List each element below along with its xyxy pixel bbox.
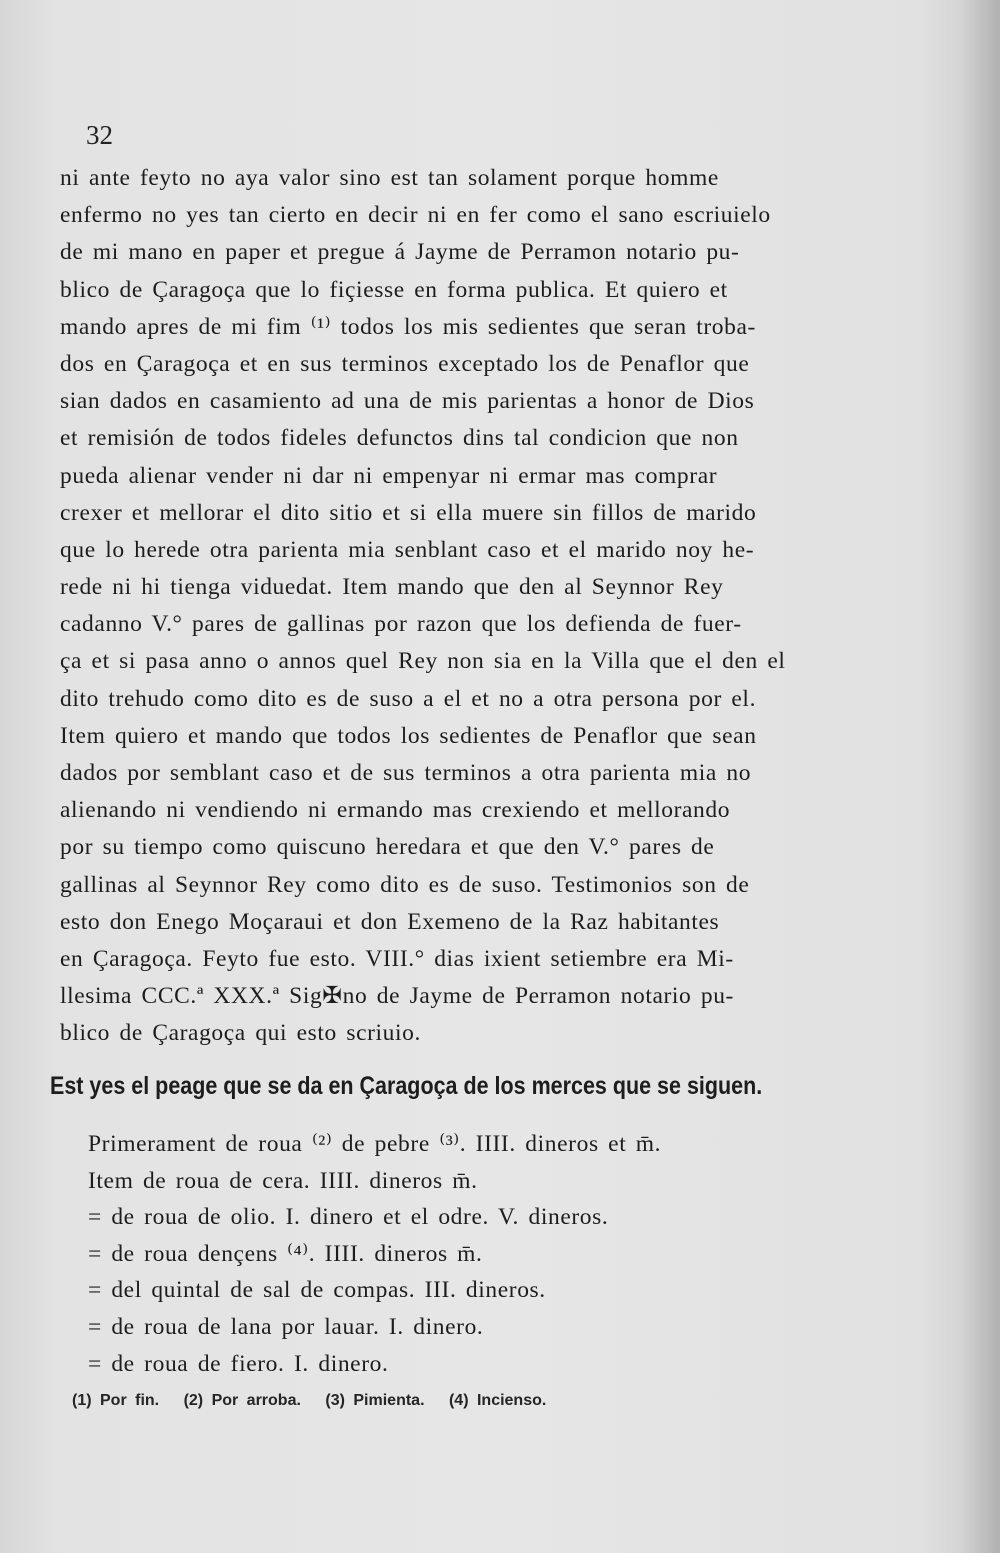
page-edge-shadow (960, 0, 1000, 1553)
text-line: blico de Çaragoça qui esto scriuio. (60, 1020, 421, 1047)
list-item: = de roua de lana por lauar. I. dinero. (88, 1313, 484, 1340)
section-heading: Est yes el peage que se da en Çaragoça de los merces que se siguen. (50, 1072, 763, 1100)
list-item: = de roua de fiero. I. dinero. (88, 1350, 389, 1377)
footnote: (1) Por fin. (72, 1392, 160, 1409)
text-line: esto don Enego Moçaraui et don Exemeno de la Raz habitantes (60, 908, 720, 935)
toll-list (88, 1126, 848, 1382)
text-line: crexer et mellorar el dito sitio et si ella muere sin fillos de marido (60, 499, 757, 526)
text-line: ça et si pasa anno o annos quel Rey non sia en la Villa que el den el (60, 648, 786, 675)
list-item: Item de roua de cera. IIII. dineros m̄. (88, 1167, 478, 1194)
text-line: pueda alienar vender ni dar ni empenyar ni ermar mas comprar (60, 462, 718, 489)
body-text (60, 160, 840, 1053)
text-line: dito trehudo como dito es de suso a el et no a otra persona por el. (60, 685, 757, 712)
text-line: gallinas al Seynnor Rey como dito es de suso. Testimonios son de (60, 871, 750, 898)
footnote: (3) Pimienta. (325, 1392, 425, 1409)
footnote: (4) Incienso. (448, 1392, 547, 1409)
list-item: = de roua de olio. I. dinero et el odre. V. dineros. (88, 1204, 609, 1231)
text-line: en Çaragoça. Feyto fue esto. VIII.° dias ixient setiembre era Mi- (60, 945, 734, 972)
text-line: alienando ni vendiendo ni ermando mas crexiendo et mellorando (60, 797, 731, 824)
list-item: = de roua dençens ⁽⁴⁾. IIII. dineros m̄. (88, 1240, 483, 1267)
text-line: ni ante feyto no aya valor sino est tan solament porque homme (60, 165, 719, 191)
text-line: mando apres de mi fim ⁽¹⁾ todos los mis sedientes que seran troba- (60, 313, 756, 340)
text-line: Item quiero et mando que todos los sedientes de Penaflor que sean (60, 722, 757, 749)
list-item: = del quintal de sal de compas. III. dineros. (88, 1277, 546, 1304)
text-line: dados por semblant caso et de sus terminos a otra parienta mia no (60, 760, 752, 786)
list-item: Primerament de roua ⁽²⁾ de pebre ⁽³⁾. IIII. dineros et m̄. (88, 1131, 662, 1157)
text-line: por su tiempo como quiscuno heredara et que den V.° pares de (60, 834, 715, 861)
page-number: 32 (86, 120, 113, 150)
text-line: enfermo no yes tan cierto en decir ni en fer como el sano escriuielo (60, 202, 771, 229)
text-line: sian dados en casamiento ad una de mis parientas a honor de Dios (60, 388, 755, 415)
text-line: rede ni hi tienga viduedat. Item mando que den al Seynnor Rey (60, 574, 724, 601)
text-line: de mi mano en paper et pregue á Jayme de Perramon notario pu- (60, 239, 740, 266)
text-line: cadanno V.° pares de gallinas por razon que los defienda de fuer- (60, 611, 742, 638)
text-line: que lo herede otra parienta mia senblant caso et el marido noy he- (60, 536, 755, 563)
text-line: dos en Çaragoça et en sus terminos exceptado los de Penaflor que (60, 350, 750, 377)
text-line: llesima CCC.ª XXX.ª Sig✠no de Jayme de Perramon notario pu- (60, 983, 734, 1010)
text-line: et remisión de todos fideles defunctos dins tal condicion que non (60, 425, 739, 452)
footnotes (72, 1392, 546, 1410)
footnote: (2) Por arroba. (183, 1392, 301, 1409)
text-line: blico de Çaragoça que lo fiçiesse en forma publica. Et quiero et (60, 276, 728, 303)
